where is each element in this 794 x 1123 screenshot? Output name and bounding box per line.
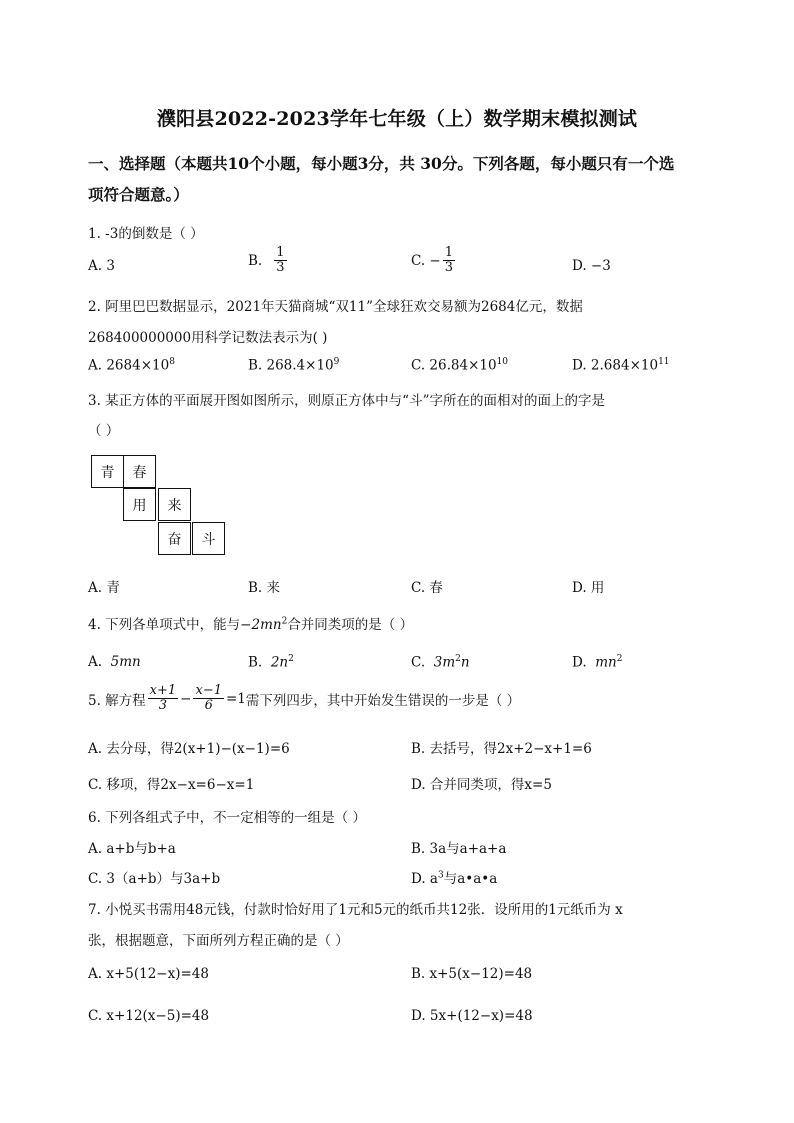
math-expression: 5mn (110, 654, 141, 670)
option-text: A. 2684×10 (88, 357, 170, 374)
math-expression: −2mn (240, 617, 282, 633)
fraction-numerator: 1 (444, 245, 454, 260)
section-heading-line1: 一、选择题（本题共10个小题，每小题3分，共 30分。下列各题，每小题只有一个选 (88, 154, 675, 173)
option-label: C. (411, 654, 426, 671)
q6-option-a: A. a+b与b+a (88, 841, 176, 857)
q2-stem-line1: 2. 阿里巴巴数据显示，2021年天猫商城“双11”全球狂欢交易额为2684亿元，数据 (88, 299, 583, 315)
q1-option-a: A. 3 (88, 258, 115, 274)
exponent: 2 (455, 654, 461, 664)
q4-option-d (572, 654, 622, 671)
q6-option-c: C. 3（a+b）与3a+b (88, 871, 221, 887)
fraction-numerator: x−1 (195, 683, 222, 698)
q4-option-c (411, 654, 470, 671)
option-text: C. 26.84×10 (411, 357, 497, 374)
q3-stem-line2: （ ） (88, 423, 120, 439)
q5-option-b: B. 去括号，得2x+2−x+1=6 (411, 741, 592, 757)
net-cell: 来 (158, 488, 191, 521)
option-label: D. (572, 654, 587, 671)
q5-stem (88, 684, 520, 714)
exponent: 2 (288, 654, 294, 664)
q6-option-b: B. 3a与a+a+a (411, 841, 507, 857)
q1-option-b-fraction (274, 246, 286, 276)
q1-option-c-fraction (443, 246, 455, 276)
option-text: B. 268.4×10 (248, 357, 334, 374)
q4-option-b (248, 654, 294, 671)
section-heading-line2: 项符合题意。） (88, 185, 189, 204)
q5-fraction-1 (148, 684, 179, 714)
exponent: 3 (437, 870, 444, 881)
exponent: 8 (169, 357, 175, 367)
q6-stem: 6. 下列各组式子中，不一定相等的一组是（ ） (88, 810, 366, 826)
exponent: 2 (281, 616, 288, 627)
q1-option-c (411, 246, 457, 276)
q3-option-c: C. 春 (411, 580, 443, 596)
exponent: 11 (658, 357, 670, 367)
fraction-numerator: 1 (276, 245, 285, 260)
option-text: D. 2.684×10 (572, 357, 659, 374)
q3-option-b: B. 来 (248, 580, 281, 596)
q2-option-d (572, 357, 670, 374)
fraction-denominator: 6 (204, 698, 213, 714)
q6-option-d (411, 867, 497, 887)
fraction-denominator: 3 (276, 260, 285, 276)
q2-option-c (411, 357, 508, 374)
minus-sign: − (180, 690, 192, 707)
net-cell: 斗 (192, 522, 225, 555)
fraction-denominator: 3 (158, 698, 168, 714)
q2-option-a (88, 357, 175, 374)
q7-stem-line1: 7. 小悦买书需用48元钱，付款时恰好用了1元和5元的纸币共12张．设所用的1元纸币为 x (88, 902, 623, 918)
math-expression: 3m (433, 654, 456, 671)
q1-option-c-label: C. − (411, 252, 441, 269)
option-label: A. (88, 654, 103, 670)
exponent: 2 (616, 654, 623, 664)
stem-text: 4. 下列各单项式中，能与 (88, 617, 241, 633)
net-cell: 奋 (158, 522, 191, 555)
math-expression: 2n (270, 654, 289, 671)
stem-text: 需下列四步，其中开始发生错误的一步是（ ） (245, 692, 521, 709)
q1-option-b-label: B. (248, 252, 263, 269)
q5-fraction-2 (193, 684, 224, 714)
stem-text: 5. 解方程 (88, 692, 146, 709)
math-expression: mn (595, 654, 617, 671)
equals-one: =1 (225, 690, 246, 707)
q7-option-d: D. 5x+(12−x)=48 (411, 1008, 533, 1024)
exponent: 9 (333, 357, 340, 367)
math-expression: n (460, 654, 470, 671)
stem-text: 合并同类项的是（ ） (287, 617, 414, 633)
option-text: 与a•a•a (443, 871, 498, 887)
q2-option-b (248, 357, 339, 374)
fraction-denominator: 3 (444, 260, 454, 276)
q7-stem-line2: 张，根据题意，下面所列方程正确的是（ ） (88, 933, 349, 949)
exponent: 10 (496, 357, 509, 367)
q7-option-c: C. x+12(x−5)=48 (88, 1008, 210, 1024)
q5-option-d: D. 合并同类项，得x=5 (411, 777, 552, 793)
q7-option-b: B. x+5(x−12)=48 (411, 966, 533, 982)
q5-option-c: C. 移项，得2x−x=6−x=1 (88, 777, 255, 793)
option-text: D. a (411, 871, 438, 887)
q7-option-a: A. x+5(12−x)=48 (88, 966, 209, 982)
q1-option-d: D. −3 (572, 258, 611, 274)
q1-stem: 1. -3的倒数是（ ） (88, 226, 204, 242)
q3-option-d: D. 用 (572, 580, 605, 596)
net-cell: 青 (91, 455, 124, 488)
q4-option-a (88, 654, 141, 670)
net-cell: 用 (123, 488, 156, 521)
q2-stem-line2: 268400000000用科学记数法表示为( ) (88, 330, 328, 346)
option-label: B. (248, 654, 263, 671)
page-title: 濮阳县2022-2023学年七年级（上）数学期末模拟测试 (156, 108, 638, 130)
q4-stem (88, 613, 413, 633)
q5-option-a: A. 去分母，得2(x+1)−(x−1)=6 (88, 741, 290, 757)
q3-stem-line1: 3. 某正方体的平面展开图如图所示，则原正方体中与“斗”字所在的面相对的面上的字是 (88, 393, 605, 409)
net-cell: 春 (123, 455, 156, 488)
fraction-numerator: x+1 (149, 683, 177, 698)
q1-option-b (248, 246, 289, 276)
q3-option-a: A. 青 (88, 580, 120, 596)
